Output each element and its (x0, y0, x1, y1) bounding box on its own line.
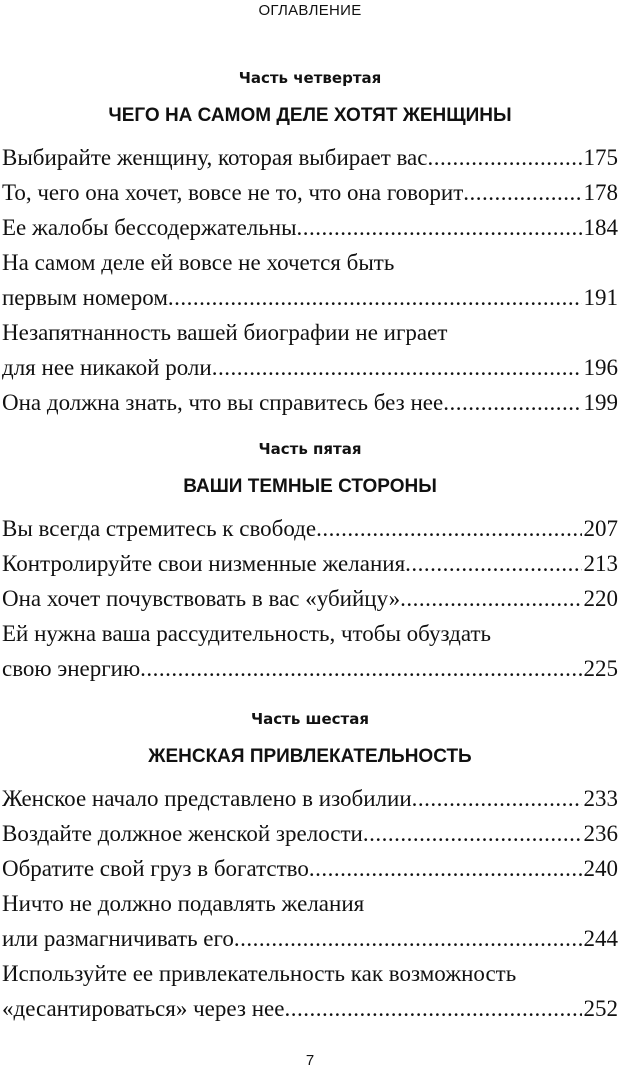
entry-title: свою энергию (2, 656, 141, 681)
dot-leader (316, 511, 581, 546)
dot-leader (140, 651, 581, 686)
dot-leader (284, 991, 581, 1026)
part-five (0, 437, 620, 686)
entry-page: 199 (583, 390, 618, 415)
toc-entries (0, 511, 620, 686)
dot-leader (400, 581, 581, 616)
toc-entry (0, 350, 620, 385)
dot-leader (234, 921, 582, 956)
toc-entry (0, 816, 620, 851)
entry-title: Она хочет почувствовать в вас «убийцу» (2, 586, 401, 611)
toc-entry (0, 651, 620, 686)
toc-entry (0, 546, 620, 581)
entry-title: Выбирайте женщину, которая выбирает вас (2, 145, 428, 170)
dot-leader (363, 816, 582, 851)
dot-leader (443, 385, 581, 420)
entry-title: То, чего она хочет, вовсе не то, что она говорит (2, 180, 464, 205)
toc-entries (0, 781, 620, 1026)
part-title: ЖЕНСКАЯ ПРИВЛЕКАТЕЛЬНОСТЬ (148, 746, 472, 767)
entry-title-line: Используйте ее привлекательность как возможность (2, 961, 517, 986)
entry-title: «десантироваться» через нее (2, 996, 285, 1021)
entry-page: 196 (583, 355, 618, 380)
part-label: Часть четвертая (238, 69, 382, 87)
dot-leader (297, 210, 582, 245)
entry-page: 175 (583, 145, 618, 170)
dot-leader (309, 851, 582, 886)
entry-title-line: Ей нужна ваша рассудительность, чтобы обуздать (2, 621, 492, 646)
entry-title: Вы всегда стремитесь к свободе (2, 516, 317, 541)
entry-title: Контролируйте свои низменные желания (2, 551, 406, 576)
entry-title: или размагничивать его (2, 926, 234, 951)
part-label: Часть шестая (251, 710, 369, 728)
entry-page: 252 (583, 996, 618, 1021)
part-title: ВАШИ ТЕМНЫЕ СТОРОНЫ (183, 476, 437, 497)
dot-leader (463, 175, 581, 210)
part-title: ЧЕГО НА САМОМ ДЕЛЕ ХОТЯТ ЖЕНЩИНЫ (108, 105, 512, 126)
entry-page: 191 (583, 285, 618, 310)
entry-title-line: На самом деле ей вовсе не хочется быть (2, 250, 395, 275)
entry-title: Ее жалобы бессодержательны (2, 215, 297, 240)
entry-title: Женское начало представлено в изобилии (2, 786, 412, 811)
entry-page: 184 (583, 215, 618, 240)
entry-title: Обратите свой груз в богатство (2, 856, 309, 881)
toc-entry (0, 581, 620, 616)
entry-title-line: Незапятнанность вашей биографии не играет (2, 320, 448, 345)
entry-title: первым номером (2, 285, 168, 310)
toc-entry (0, 280, 620, 315)
entry-title-line: Ничто не должно подавлять желания (2, 891, 365, 916)
entry-title: для нее никакой роли (2, 355, 212, 380)
toc-entries (0, 140, 620, 420)
toc-entry (0, 175, 620, 210)
toc-entry (0, 385, 620, 420)
running-head: ОГЛАВЛЕНИЕ (258, 2, 362, 19)
entry-title: Она должна знать, что вы справитесь без нее (2, 390, 444, 415)
entry-page: 225 (583, 656, 618, 681)
part-label: Часть пятая (258, 440, 362, 458)
entry-page: 220 (583, 586, 618, 611)
dot-leader (405, 546, 581, 581)
toc-entry (0, 991, 620, 1026)
dot-leader (212, 350, 582, 385)
entry-page: 240 (583, 856, 618, 881)
dot-leader (427, 140, 581, 175)
entry-page: 213 (583, 551, 618, 576)
entry-page: 207 (583, 516, 618, 541)
toc-entry (0, 781, 620, 816)
part-four (0, 66, 620, 420)
toc-entry (0, 210, 620, 245)
entry-title: Воздайте должное женской зрелости (2, 821, 363, 846)
page-number: 7 (305, 1052, 315, 1069)
entry-page: 178 (583, 180, 618, 205)
toc-entry (0, 851, 620, 886)
part-six (0, 707, 620, 1026)
dot-leader (168, 280, 582, 315)
toc-entry (0, 511, 620, 546)
entry-page: 236 (583, 821, 618, 846)
entry-page: 233 (583, 786, 618, 811)
entry-page: 244 (583, 926, 618, 951)
dot-leader (412, 781, 582, 816)
toc-entry (0, 140, 620, 175)
toc-entry (0, 921, 620, 956)
